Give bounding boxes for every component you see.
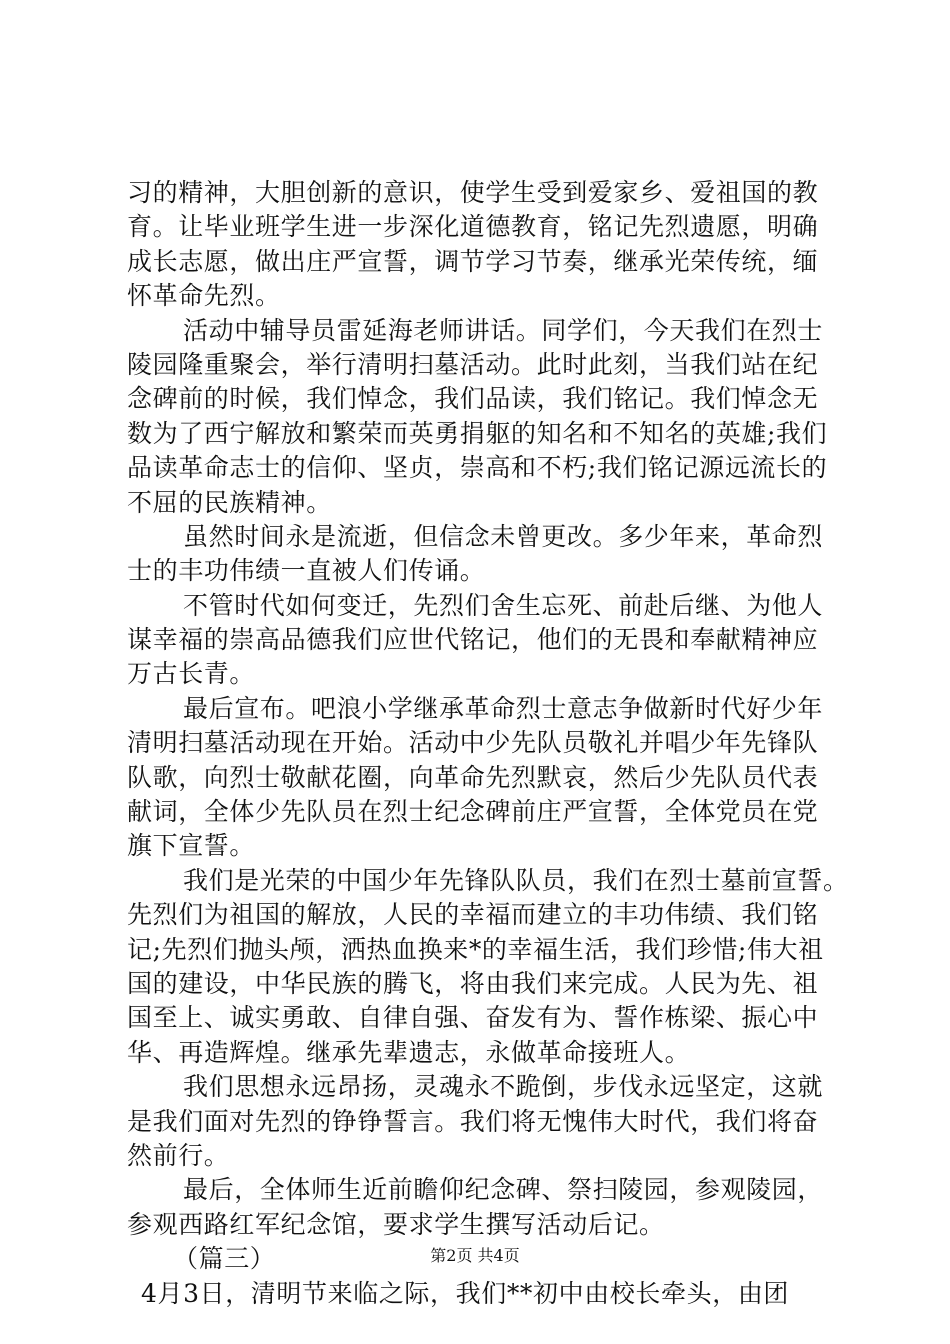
- page-footer: [0, 1245, 950, 1267]
- text-line: 清明扫墓活动现在开始。活动中少先队员敬礼并唱少年先锋队: [127, 728, 819, 758]
- text-line: 我们思想永远昂扬，灵魂永不跪倒，步伐永远坚定，这就: [183, 1072, 824, 1102]
- text-line: 习的精神，大胆创新的意识，使学生受到爱家乡、爱祖国的教: [127, 178, 819, 207]
- text-line: 国至上、诚实勇敢、自律自强、奋发有为、誓作栋梁、振心中: [127, 1003, 819, 1033]
- text-line: 活动中辅导员雷延海老师讲话。同学们，今天我们在烈士: [183, 315, 824, 345]
- text-line: 士的丰功伟绩一直被人们传诵。: [127, 556, 486, 586]
- text-line: 记;先烈们抛头颅，洒热血换来*的幸福生活，我们珍惜;伟大祖: [127, 934, 824, 964]
- text-line: 然前行。: [127, 1140, 230, 1170]
- text-line: 虽然时间永是流逝，但信念未曾更改。多少年来，革命烈: [183, 521, 824, 551]
- section-heading: （篇三）: [173, 1244, 276, 1274]
- text-line: 念碑前的时候，我们悼念，我们品读，我们铭记。我们悼念无: [127, 384, 819, 414]
- text-line: 是我们面对先烈的铮铮誓言。我们将无愧伟大时代，我们将奋: [127, 1106, 819, 1136]
- text-line: 我们是光荣的中国少年先锋队队员，我们在烈士墓前宣誓。: [183, 865, 849, 895]
- text-line: 队歌，向烈士敬献花圈，向革命先烈默哀，然后少先队员代表: [127, 762, 819, 792]
- text-line: 不屈的民族精神。: [127, 487, 332, 517]
- text-line: 国的建设，中华民族的腾飞，将由我们来完成。人民为先、祖: [127, 968, 819, 998]
- text-line: 先烈们为祖国的解放，人民的幸福而建立的丰功伟绩、我们铭: [127, 900, 819, 930]
- text-line: 育。让毕业班学生进一步深化道德教育，铭记先烈遗愿，明确: [127, 212, 819, 242]
- text-line: 华、再造辉煌。继承先辈遗志，永做革命接班人。: [127, 1037, 691, 1067]
- text-line: 怀革命先烈。: [127, 281, 281, 311]
- text-line: 旗下宣誓。: [127, 831, 256, 861]
- text-line: 万古长青。: [127, 659, 256, 689]
- text-line: 献词，全体少先队员在烈士纪念碑前庄严宣誓，全体党员在党: [127, 797, 819, 827]
- body-text: [127, 176, 849, 1311]
- text-line: 数为了西宁解放和繁荣而英勇捐躯的知名和不知名的英雄;我们: [127, 418, 828, 448]
- text-line: 参观西路红军纪念馆，要求学生撰写活动后记。: [127, 1209, 665, 1239]
- text-line: 最后宣布。吧浪小学继承革命烈士意志争做新时代好少年: [183, 693, 824, 723]
- text-line: 陵园隆重聚会，举行清明扫墓活动。此时此刻，当我们站在纪: [127, 349, 819, 379]
- text-line: 成长志愿，做出庄严宣誓，调节学习节奏，继承光荣传统，缅: [127, 246, 819, 276]
- text-line: 谋幸福的崇高品德我们应世代铭记，他们的无畏和奉献精神应: [127, 625, 819, 655]
- text-line: 4月3日，清明节来临之际，我们**初中由校长牵头，由团: [141, 1278, 790, 1308]
- page-number-label: 第2页 共4页: [430, 1246, 520, 1265]
- text-line: 最后，全体师生近前瞻仰纪念碑、祭扫陵园，参观陵园，: [183, 1175, 824, 1205]
- text-line: 不管时代如何变迁，先烈们舍生忘死、前赴后继、为他人: [183, 590, 824, 620]
- text-line: 品读革命志士的信仰、坚贞，崇高和不朽;我们铭记源远流长的: [127, 453, 828, 483]
